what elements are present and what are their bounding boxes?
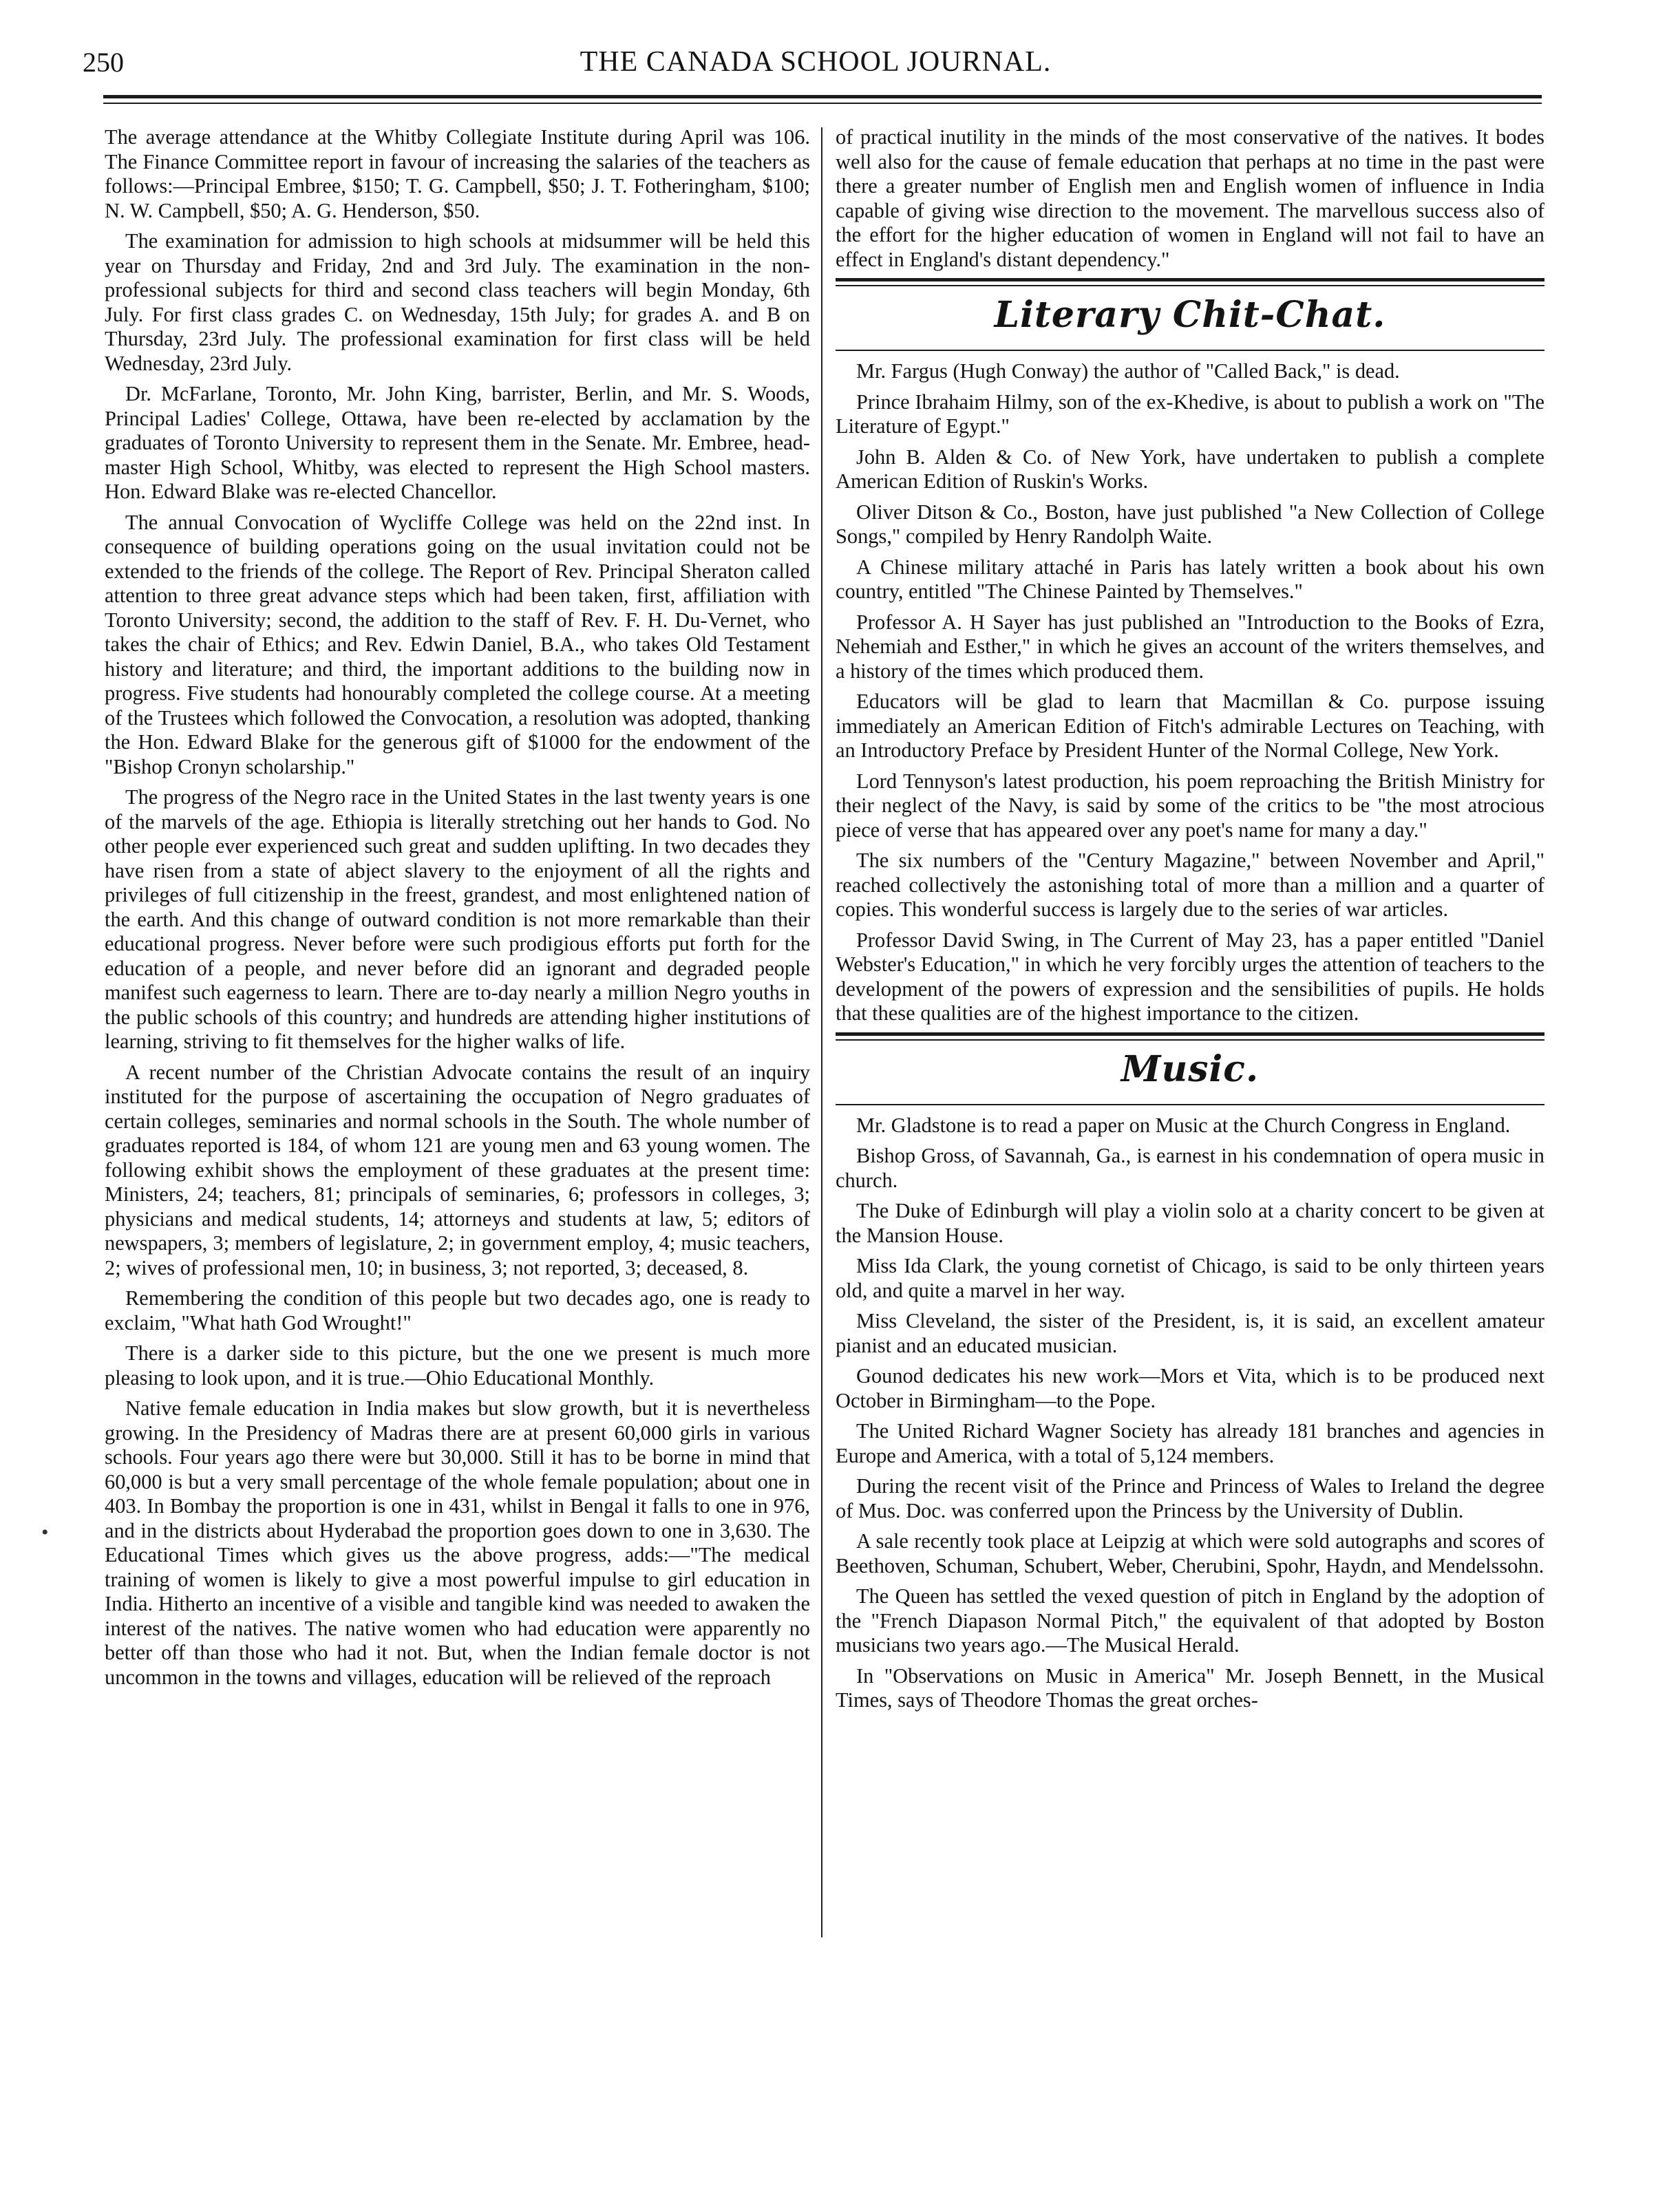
article-continuation: of practical inutility in the minds of the most conservative of the natives. It bodes well also for the cause of female education that perhaps at no time in the past were there a greater number of English men and English women of influence in India capable of giving wise direction to the movement. The marvellous success also of the effort for the higher education of women in England will not fail to have an effect in England's distant dependency." — [836, 125, 1544, 271]
literary-item: John B. Alden & Co. of New York, have undertaken to publish a complete American Edition of Ruskin's Works. — [836, 445, 1544, 493]
article-paragraph: The examination for admission to high schools at midsummer will be held this year on Thursday and Friday, 2nd and 3rd July. The examination in the non-professional subjects for third and second class teachers will begin Monday, 6th July. For first class grades C. on Wednesday, 15th July; for grades A. and B on Thursday, 23rd July. The professional examination for first class will be held Wednesday, 23rd July. — [105, 229, 810, 375]
article-paragraph: Native female education in India makes but slow growth, but it is nevertheless growing. In the Presidency of Madras there are at present 60,000 girls in various schools. Four years ago there were but 30,000. Still it has to be borne in mind that 60,000 is but a very small percentage of the whole female population; about one in 403. In Bombay the proportion is one in 431, whilst in Bengal it falls to one in 976, and in the districts about Hyderabad the proportion goes down to one in 3,630. The Educational Times which gives us the above progress, adds:—"The medical training of women is likely to give a most powerful impulse to girl education in India. Hitherto an incentive of a visible and tangible kind was needed to awaken the interest of the natives. The native women who had education were apparently no better off than those who had it not. But, when the Indian female doctor is not uncommon in the towns and villages, education will be relieved of the reproach — [105, 1396, 810, 1689]
page-number: 250 — [83, 46, 124, 78]
article-paragraph: The progress of the Negro race in the United States in the last twenty years is one of the marvels of the age. Ethiopia is literally stretching out her hands to God. No other people ever experienced such great and sudden uplifting. In two decades they have risen from a state of abject slavery to the enjoyment of all the rights and privileges of full citizenship in the freest, grandest, and most enlightened nation of the earth. And this change of outward condition is not more remarkable than their educational progress. Never before were such prodigious efforts put forth for the education of a people, and never before did an ignorant and degraded people manifest such eagerness to learn. There are to-day nearly a million Negro youths in the public schools of this country; and hundreds are attending higher institutions of learning, striving to fit themselves for the higher walks of life. — [105, 785, 810, 1053]
heading-rule — [836, 350, 1544, 351]
literary-item: Educators will be glad to learn that Macmillan & Co. purpose issuing immediately an American Edition of Fitch's admirable Lectures on Teaching, with an Introductory Preface by President Hunter of the Normal College, New York. — [836, 690, 1544, 762]
article-paragraph: Remembering the condition of this people but two decades ago, one is ready to exclaim, "What hath God Wrought!" — [105, 1286, 810, 1334]
section-rule — [836, 278, 1544, 281]
page-header — [83, 41, 1549, 83]
section-rule-thin — [836, 1039, 1544, 1041]
literary-item: Oliver Ditson & Co., Boston, have just published "a New Collection of College Songs," compiled by Henry Randolph Waite. — [836, 500, 1544, 548]
music-item: In "Observations on Music in America" Mr. Joseph Bennett, in the Musical Times, says of Theodore Thomas the great orches- — [836, 1663, 1544, 1712]
music-item: Gounod dedicates his new work—Mors et Vita, which is to be produced next October in Birmingham—to the Pope. — [836, 1364, 1544, 1412]
right-column — [836, 125, 1544, 1719]
music-item: Miss Ida Clark, the young cornetist of Chicago, is said to be only thirteen years old, and quite a marvel in her way. — [836, 1254, 1544, 1302]
literary-item: Professor David Swing, in The Current of May 23, has a paper entitled "Daniel Webster's Education," in which he very forcibly urges the attention of teachers to the development of the powers of expression and the sensibilities of pupils. He holds that these qualities are of the highest importance to the citizen. — [836, 928, 1544, 1025]
section-rule — [836, 1032, 1544, 1036]
music-item: Bishop Gross, of Savannah, Ga., is earnest in his condemnation of opera music in church. — [836, 1144, 1544, 1192]
music-item: The Queen has settled the vexed question of pitch in England by the adoption of the "French Diapason Normal Pitch," the equivalent of that adopted by Boston musicians two years ago.—The Musical Herald. — [836, 1584, 1544, 1657]
heading-rule — [836, 1104, 1544, 1105]
literary-item: A Chinese military attaché in Paris has lately written a book about his own country, entitled "The Chinese Painted by Themselves." — [836, 555, 1544, 603]
margin-dot: • — [41, 1521, 49, 1544]
music-item: During the recent visit of the Prince and Princess of Wales to Ireland the degree of Mus. Doc. was conferred upon the Princess by the University of Dublin. — [836, 1474, 1544, 1522]
article-paragraph: A recent number of the Christian Advocate contains the result of an inquiry instituted for the purpose of ascertaining the occupation of Negro graduates of certain colleges, seminaries and normal schools in the South. The whole number of graduates reported is 184, of whom 121 are young men and 63 young women. The following exhibit shows the employment of these graduates at the present time: Ministers, 24; teachers, 81; principals of seminaries, 6; professors in colleges, 3; physicians and medical students, 14; attorneys and students at law, 5; editors of newspapers, 3; members of legislature, 2; in government employ, 4; music teachers, 2; wives of professional men, 10; in business, 3; not reported, 3; deceased, 8. — [105, 1060, 810, 1279]
article-paragraph: Dr. McFarlane, Toronto, Mr. John King, barrister, Berlin, and Mr. S. Woods, Principal Ladies' College, Ottawa, have been re-elected by acclamation by the graduates of Toronto University to represent them in the Senate. Mr. Embree, head-master High School, Whitby, was elected to represent the High School masters. Hon. Edward Blake was re-elected Chancellor. — [105, 382, 810, 503]
literary-item: Prince Ibrahaim Hilmy, son of the ex-Khedive, is about to publish a work on "The Literature of Egypt." — [836, 390, 1544, 438]
music-item: Miss Cleveland, the sister of the President, is, it is said, an excellent amateur pianist and an educated musician. — [836, 1309, 1544, 1357]
article-paragraph: There is a darker side to this picture, but the one we present is much more pleasing to look upon, and it is true.—Ohio Educational Monthly. — [105, 1341, 810, 1390]
article-paragraph: The average attendance at the Whitby Collegiate Institute during April was 106. The Finance Committee report in favour of increasing the salaries of the teachers as follows:—Principal Embree, $150; T. G. Campbell, $50; J. T. Fotheringham, $100; N. W. Campbell, $50; A. G. Henderson, $50. — [105, 125, 810, 222]
music-item: The United Richard Wagner Society has already 181 branches and agencies in Europe and America, with a total of 5,124 members. — [836, 1419, 1544, 1467]
left-column — [105, 125, 810, 1696]
music-item: A sale recently took place at Leipzig at which were sold autographs and scores of Beethoven, Schuman, Schubert, Weber, Cherubini, Spohr, Haydn, and Mendelssohn. — [836, 1529, 1544, 1577]
music-heading: Music. — [1121, 1047, 1260, 1090]
section-rule-thin — [836, 285, 1544, 286]
journal-title: THE CANADA SCHOOL JOURNAL. — [580, 46, 1052, 78]
literary-item: Lord Tennyson's latest production, his poem reproaching the British Ministry for their neglect of the Navy, is said by some of the critics to be "the most atrocious piece of verse that has appeared over any poet's name for many a day." — [836, 769, 1544, 842]
literary-item: Professor A. H Sayer has just published an "Introduction to the Books of Ezra, Nehemiah and Esther," in which he gives an account of the writers themselves, and a history of the times which produced them. — [836, 610, 1544, 683]
literary-chit-chat-heading: Literary Chit-Chat. — [994, 294, 1386, 336]
music-item: The Duke of Edinburgh will play a violin solo at a charity concert to be given at the Mansion House. — [836, 1199, 1544, 1247]
header-rule-thin — [103, 103, 1542, 104]
column-divider — [821, 127, 822, 1937]
literary-item: Mr. Fargus (Hugh Conway) the author of "Called Back," is dead. — [856, 359, 1400, 383]
literary-item: The six numbers of the "Century Magazine," between November and April," reached collectively the astonishing total of more than a million and a quarter of copies. This wonderful success is largely due to the series of war articles. — [836, 849, 1544, 921]
music-item: Mr. Gladstone is to read a paper on Music at the Church Congress in England. — [856, 1113, 1511, 1137]
article-paragraph: The annual Convocation of Wycliffe College was held on the 22nd inst. In consequence of building operations going on the usual invitation could not be extended to the friends of the college. The Report of Rev. Principal Sheraton called attention to three great advance steps which had been taken, first, affiliation with Toronto University; second, the addition to the staff of Rev. F. H. Du-Vernet, who takes the chair of Ethics; and Rev. Edwin Daniel, B.A., who takes Old Testament history and literature; and third, the important additions to the building now in progress. Five students had honourably completed the college course. At a meeting of the Trustees which followed the Convocation, a resolution was adopted, thanking the Hon. Edward Blake for the generous gift of $1000 for the endowment of the "Bishop Cronyn scholarship." — [105, 510, 810, 778]
header-rule — [103, 95, 1542, 98]
